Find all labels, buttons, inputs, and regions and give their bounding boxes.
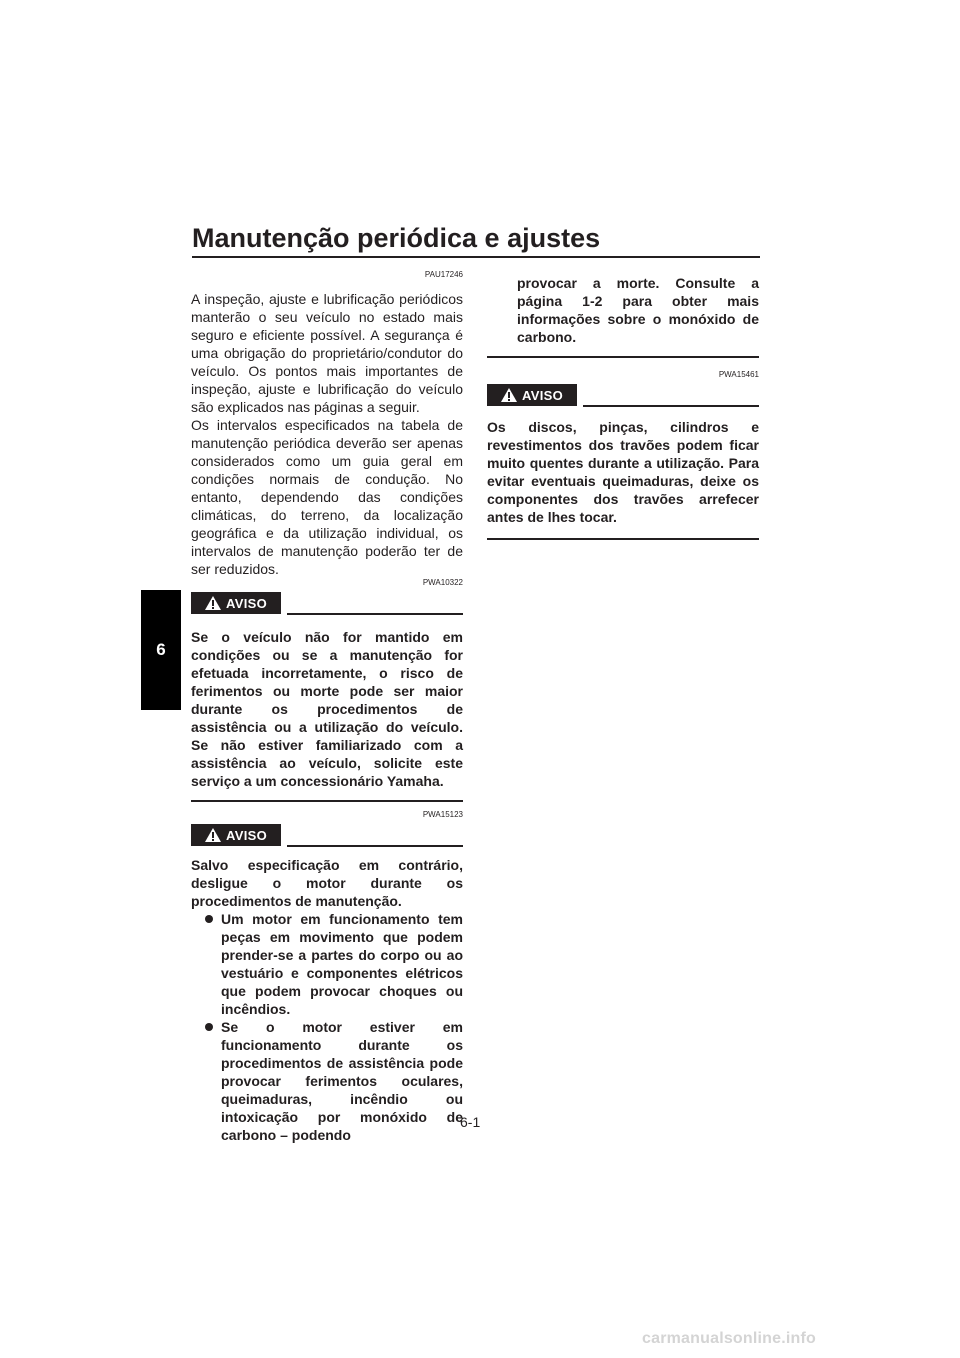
warning-text: Os discos, pinças, cilindros e revestimentos dos travões podem ficar muito quentes durante a utilização. Para evitar eventuais queimaduras, deixe os componentes dos travões arrefecer antes de lhes tocar. <box>487 419 759 525</box>
left-column <box>191 270 463 1144</box>
warning-end-rule <box>487 356 759 358</box>
warning-badge <box>487 384 577 406</box>
warning-label: AVISO <box>226 827 267 843</box>
section-code: PAU17246 <box>424 270 463 279</box>
bullet-icon <box>205 1023 213 1031</box>
warning-label: AVISO <box>226 595 267 611</box>
warning-end-rule <box>191 800 463 802</box>
warning-header <box>191 590 463 616</box>
page-title: Manutenção periódica e ajustes <box>192 222 760 258</box>
chapter-tab: 6 <box>141 590 181 710</box>
warning-triangle-icon <box>205 828 221 842</box>
list-item <box>191 910 463 1018</box>
warning-end-rule <box>487 538 759 540</box>
warning-label: AVISO <box>522 387 563 403</box>
warning-triangle-icon <box>205 596 221 610</box>
warning-badge <box>191 592 281 614</box>
warning-triangle-icon <box>501 388 517 402</box>
list-item <box>191 1018 463 1144</box>
watermark: carmanualsonline.info <box>642 1330 817 1347</box>
warning-header <box>487 382 759 408</box>
bullet-icon <box>205 915 213 923</box>
right-column <box>487 270 759 540</box>
warning-badge <box>191 824 281 846</box>
warning-rule <box>583 383 759 407</box>
list-item-text: Se o motor estiver em funcionamento durante os procedimentos de assistência pode provocar ferimentos oculares, queimaduras, incêndio ou intoxicação por monóxido de carbono – podendo <box>221 1019 463 1143</box>
warning-header <box>191 822 463 848</box>
intro-paragraph-2: Os intervalos especificados na tabela de manutenção periódica deverão ser apenas considerados como um guia geral em condições normais de condução. No entanto, dependendo das condições climáticas, do terreno, da localização geográfica e da utilização individual, os intervalos de manutenção poderão ter de ser reduzidos. <box>191 417 463 577</box>
warning-text: Se o veículo não for mantido em condições ou se a manutenção for efetuada incorretamente, o risco de ferimentos ou morte pode ser maior durante os procedimentos de assistência ou a utilização do veículo. Se não estiver familiarizado com a assistência ao veículo, solicite este serviço a um concessionário Yamaha. <box>191 629 463 789</box>
warning-rule <box>287 823 463 847</box>
warning-code: PWA15123 <box>422 810 463 819</box>
list-item-text: Um motor em funcionamento tem peças em movimento que podem prender-se a partes do corpo ou ao vestuário e componentes elétricos que podem provocar choques ou incêndios. <box>221 911 463 1017</box>
warning-code: PWA10322 <box>422 578 463 587</box>
page-number: 6-1 <box>460 1114 481 1130</box>
intro-paragraph-1: A inspeção, ajuste e lubrificação periódicos manterão o seu veículo no estado mais seguro e eficiente possível. A segurança é uma obrigação do proprietário/condutor do veículo. Os pontos mais importantes de inspeção, ajuste e lubrificação do veículo são explicados nas páginas a seguir. <box>191 291 463 415</box>
warning-continuation-text: provocar a morte. Consulte a página 1-2 para obter mais informações sobre o monóxido de carbono. <box>517 275 759 345</box>
warning-code: PWA15461 <box>718 370 759 379</box>
warning-bullet-list <box>191 910 463 1144</box>
warning-text: Salvo especificação em contrário, desligue o motor durante os procedimentos de manutenção. <box>191 857 463 909</box>
warning-rule <box>287 591 463 615</box>
